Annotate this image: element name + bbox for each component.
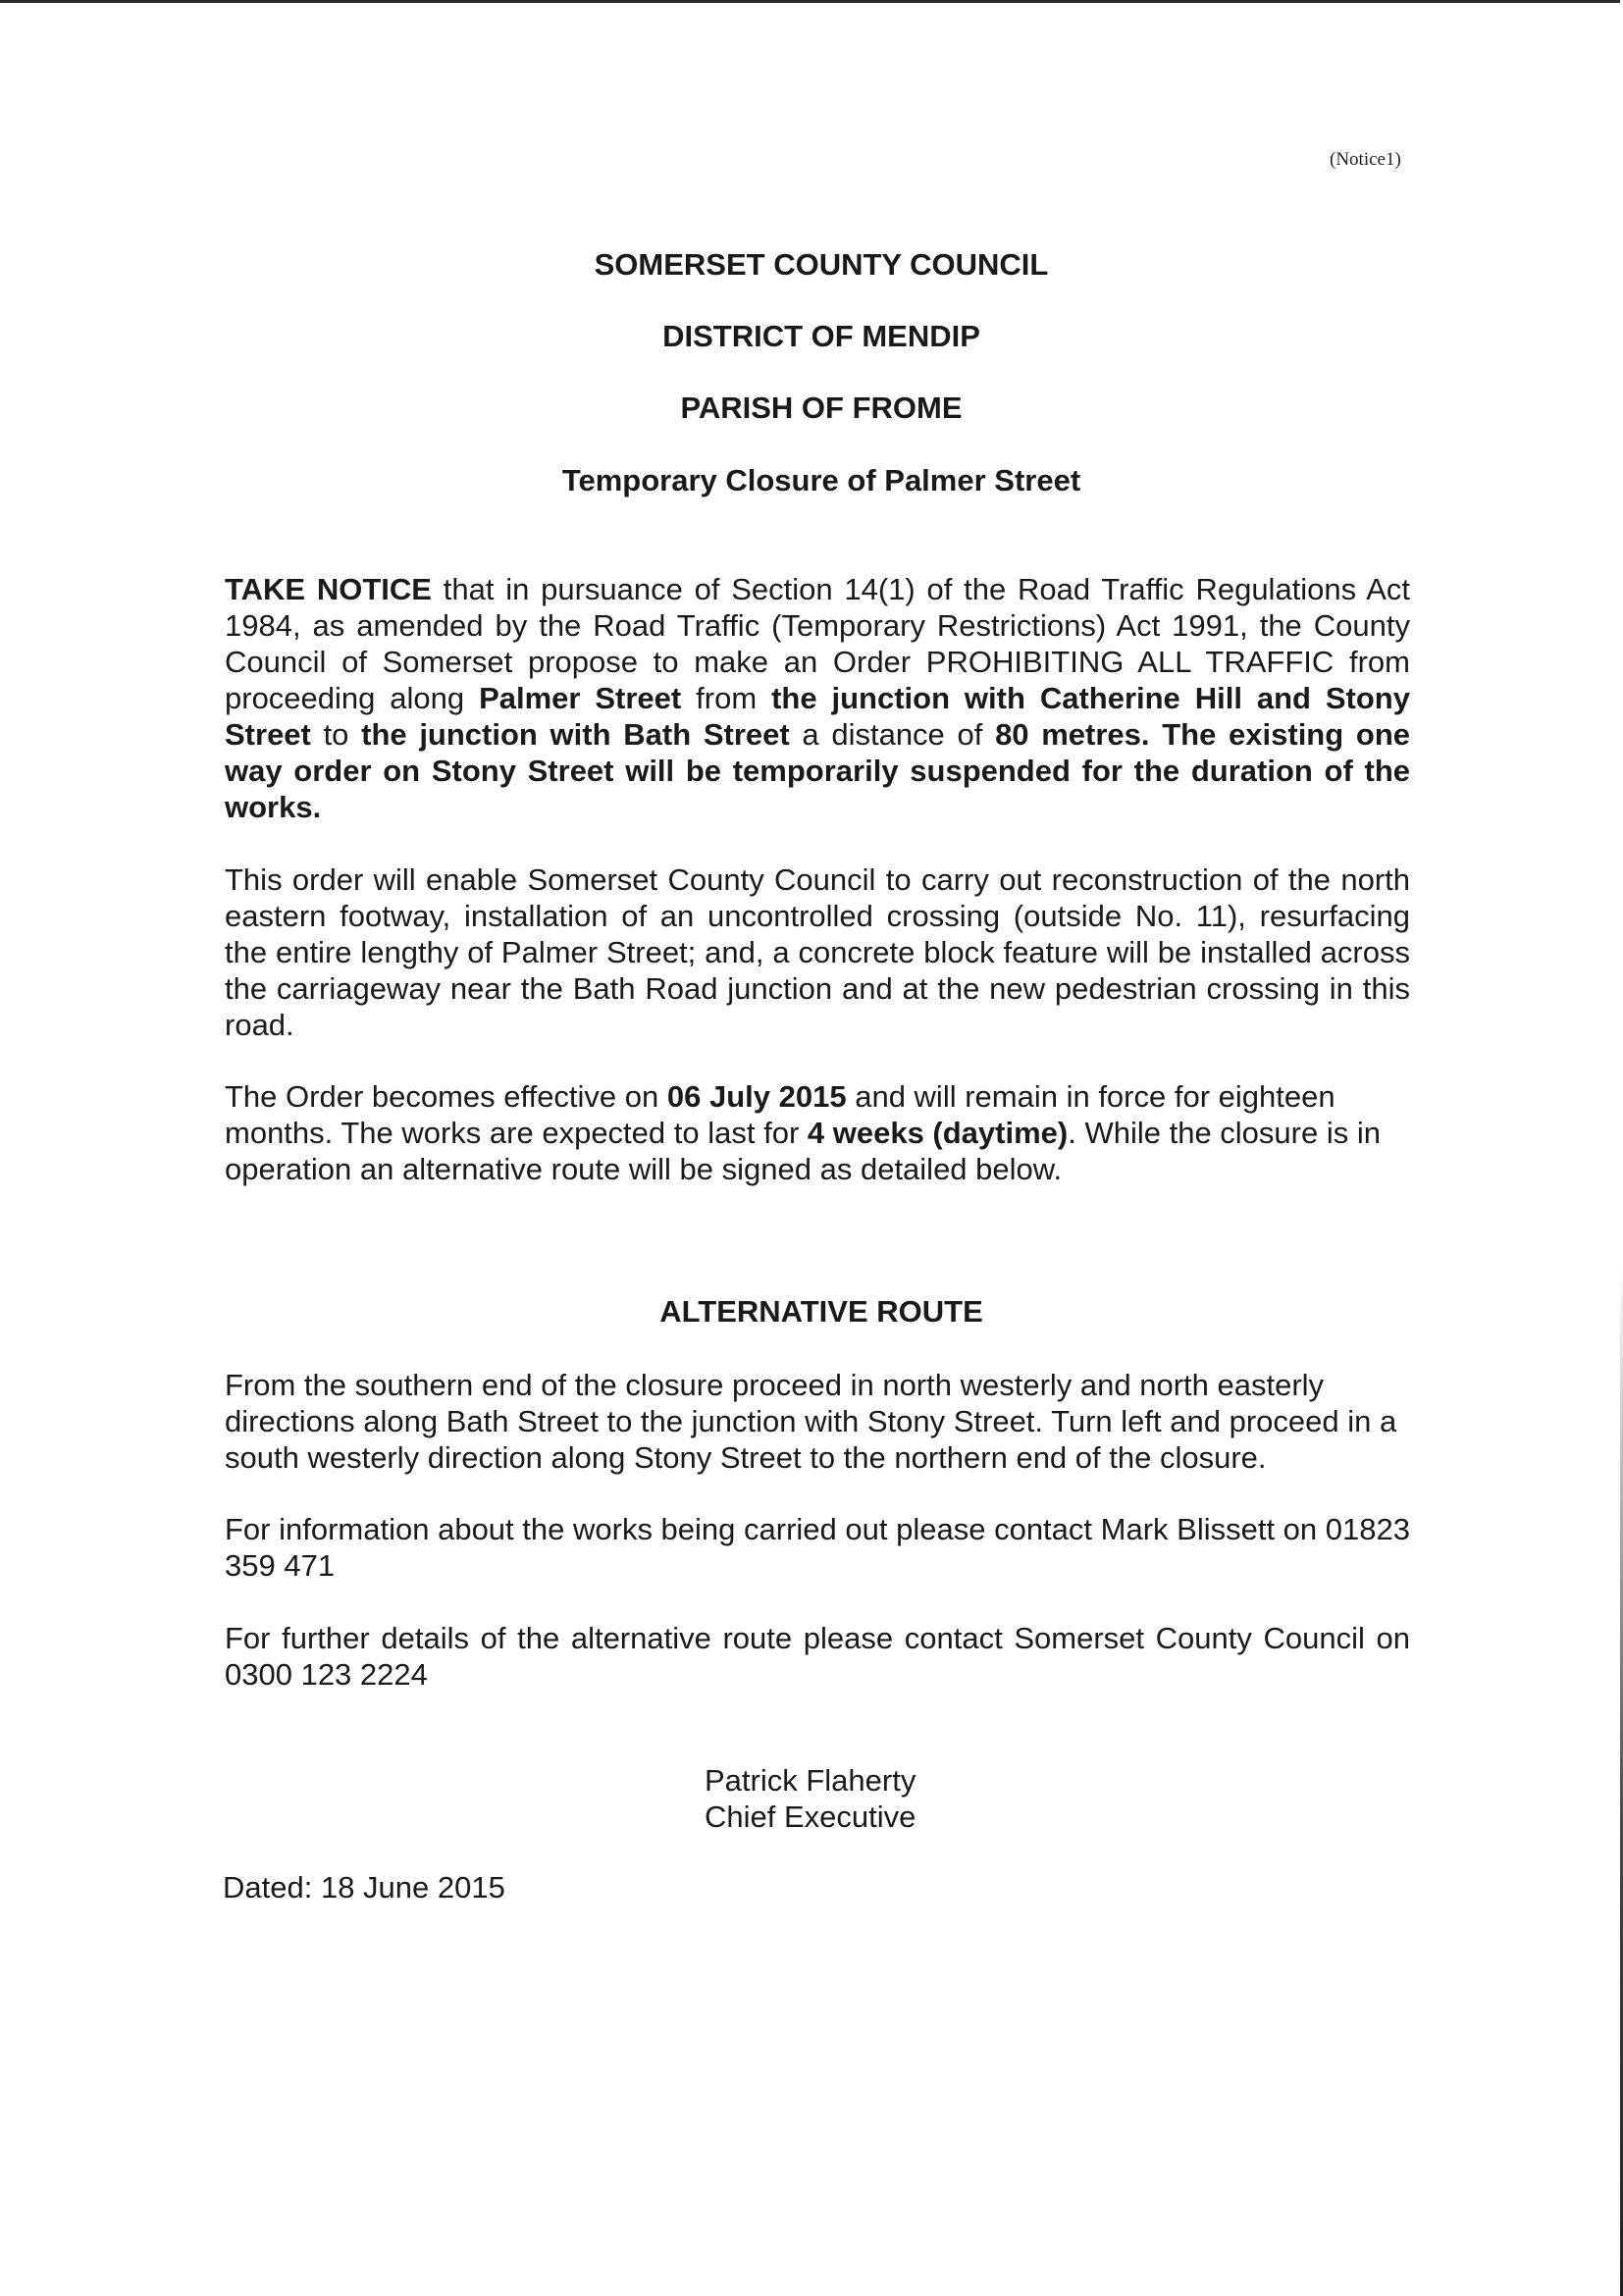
closure-title: Temporary Closure of Palmer Street bbox=[561, 463, 1081, 497]
take-notice-lead: TAKE NOTICE bbox=[225, 572, 432, 606]
effective-paragraph: The Order becomes effective on 06 July 2015 and will remain in force for eighteen months. The works are expected to last for 4 weeks (daytime). While the closure is in operation an alternative route will be signed as detailed below. bbox=[225, 1079, 1381, 1186]
works-duration: 4 weeks (daytime) bbox=[807, 1116, 1069, 1150]
contact-works-paragraph: For information about the works being carried out please contact Mark Blissett on 01823 359 471 bbox=[225, 1512, 1410, 1583]
contact-route-paragraph: For further details of the alternative route please contact Somerset County Council on 0300 123 2224 bbox=[225, 1621, 1410, 1692]
notice-reference: (Notice1) bbox=[1330, 149, 1401, 170]
scan-top-edge bbox=[0, 0, 1623, 3]
route-paragraph: From the southern end of the closure proceed in north westerly and north easterly directions along Bath Street to the junction with Stony Street. Turn left and proceed in a south westerly direction along Stony Street to the northern end of the closure. bbox=[225, 1368, 1397, 1475]
alternative-route-heading: ALTERNATIVE ROUTE bbox=[659, 1294, 983, 1329]
signature-block bbox=[705, 1762, 916, 1835]
council-heading: SOMERSET COUNTY COUNCIL bbox=[594, 247, 1049, 282]
district-heading: DISTRICT OF MENDIP bbox=[662, 319, 980, 353]
signatory-name: Patrick Flaherty bbox=[705, 1763, 916, 1798]
effective-date: 06 July 2015 bbox=[666, 1079, 847, 1114]
signatory-position: Chief Executive bbox=[705, 1800, 916, 1834]
works-paragraph: This order will enable Somerset County Council to carry out reconstruction of the north eastern footway, installation of an uncontrolled crossing (outside No. 11), resurfacing the entire lengthy of Palmer Street; and, a concrete block feature will be installed across the carriageway near the Bath Road junction and at the new pedestrian crossing in this road. bbox=[225, 862, 1410, 1042]
notice-paragraph: TAKE NOTICE that in pursuance of Section 14(1) of the Road Traffic Regulations Act 1984, as amended by the Road Traffic (Temporary Restrictions) Act 1991, the County Council of Somerset propose to make an Order PROHIBITING ALL TRAFFIC from proceeding along Palmer Street from the junction with Catherine Hill and Stony Street to the junction with Bath Street a distance of 80 metres. The existing one way order on Stony Street will be temporarily suspended for the duration of the works. bbox=[225, 572, 1411, 824]
parish-heading: PARISH OF FROME bbox=[680, 391, 963, 425]
dated-line: Dated: 18 June 2015 bbox=[223, 1870, 505, 1905]
